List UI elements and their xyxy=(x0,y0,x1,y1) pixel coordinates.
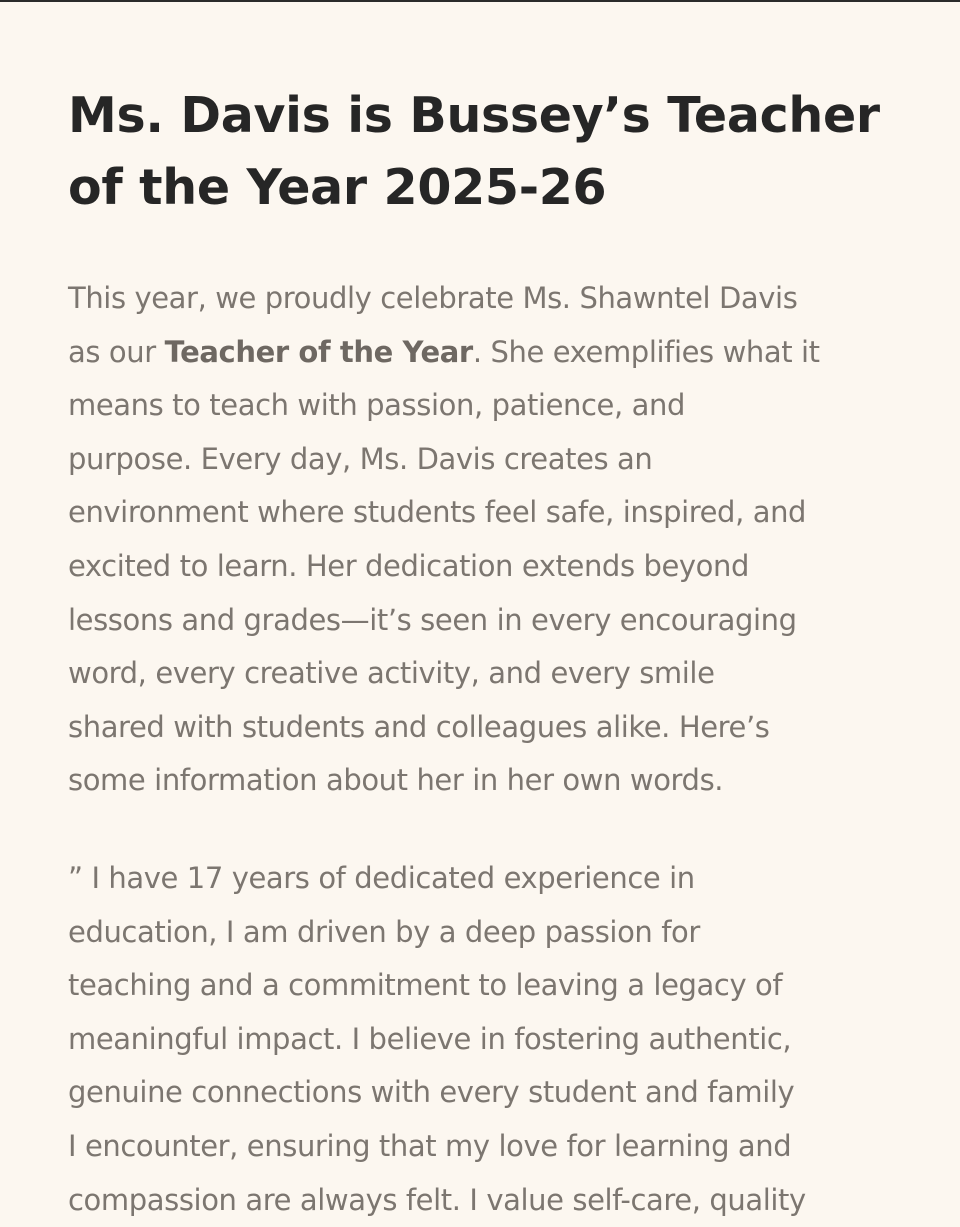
quote-line: education, I am driven by a deep passion for xyxy=(68,906,928,960)
quote-line: compassion are always felt. I value self-care, quality xyxy=(68,1174,928,1227)
intro-paragraph xyxy=(68,272,928,808)
intro-line: purpose. Every day, Ms. Davis creates an xyxy=(68,433,928,487)
intro-line: excited to learn. Her dedication extends beyond xyxy=(68,540,928,594)
intro-line: environment where students feel safe, inspired, and xyxy=(68,486,928,540)
quote-line: genuine connections with every student and family xyxy=(68,1066,928,1120)
quote-paragraph xyxy=(68,852,928,1227)
intro-line: This year, we proudly celebrate Ms. Shawntel Davis xyxy=(68,272,928,326)
teacher-of-the-year-emphasis: Teacher of the Year xyxy=(165,335,473,369)
intro-line xyxy=(68,326,928,380)
top-divider xyxy=(0,0,960,2)
quote-line: I encounter, ensuring that my love for learning and xyxy=(68,1120,928,1174)
intro-line: means to teach with passion, patience, and xyxy=(68,379,928,433)
quote-line: ” I have 17 years of dedicated experience in xyxy=(68,852,928,906)
intro-text: . She exemplifies what it xyxy=(473,335,820,369)
intro-text: as our xyxy=(68,335,165,369)
title-line: of the Year 2025-26 xyxy=(68,152,928,224)
intro-line: word, every creative activity, and every smile xyxy=(68,647,928,701)
title-line: Ms. Davis is Bussey’s Teacher xyxy=(68,80,928,152)
article-title xyxy=(68,80,928,224)
intro-line: lessons and grades—it’s seen in every encouraging xyxy=(68,594,928,648)
intro-line: some information about her in her own words. xyxy=(68,754,928,808)
quote-line: meaningful impact. I believe in fostering authentic, xyxy=(68,1013,928,1067)
intro-line: shared with students and colleagues alike. Here’s xyxy=(68,701,928,755)
quote-line: teaching and a commitment to leaving a legacy of xyxy=(68,959,928,1013)
article xyxy=(68,80,928,1227)
